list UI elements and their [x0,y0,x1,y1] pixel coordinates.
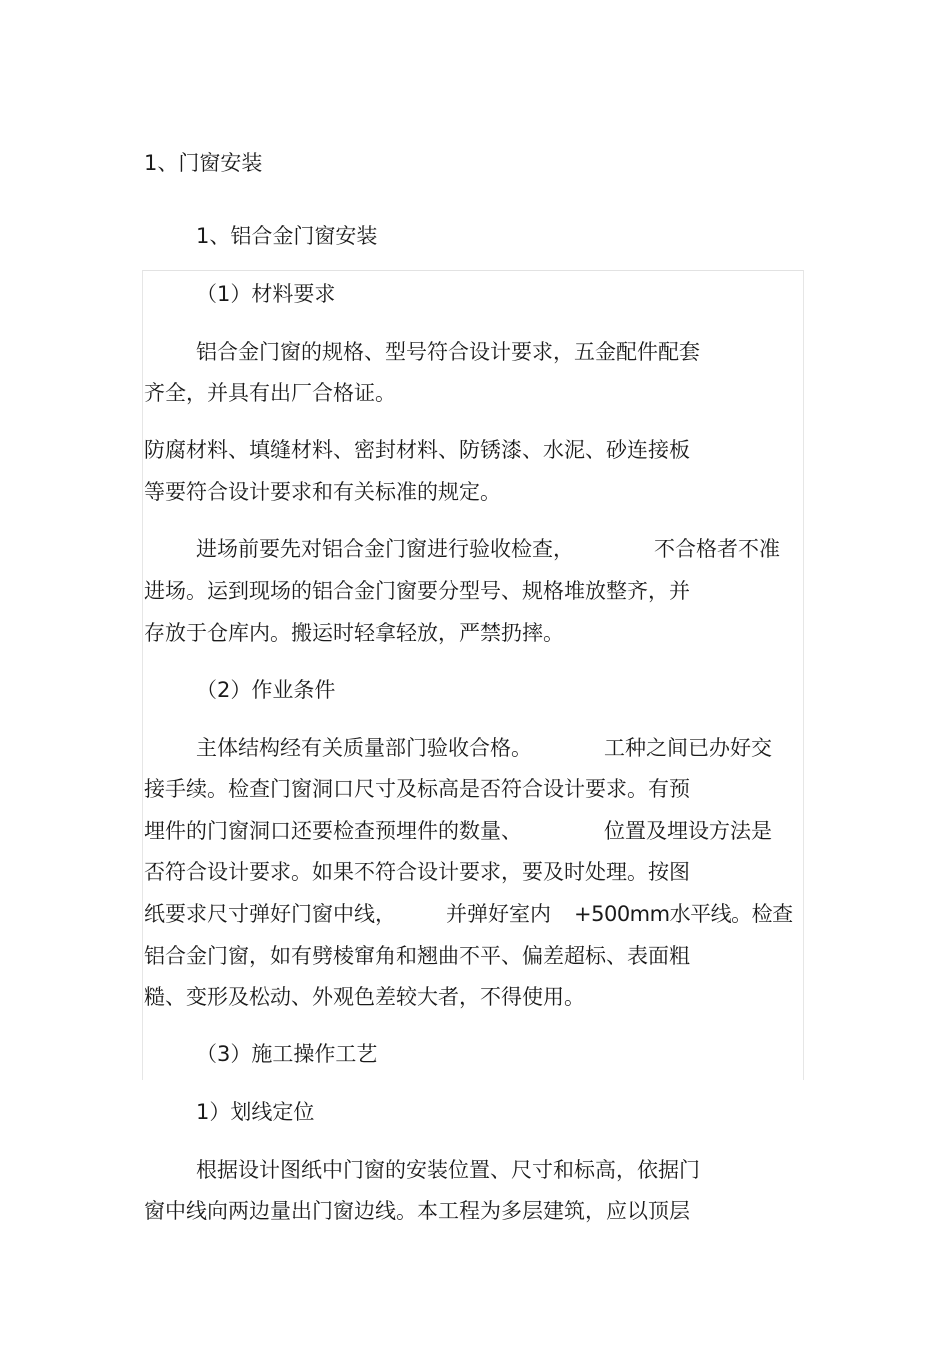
materials-title: （1）材料要求 [196,282,336,306]
conditions-line5c: +500mm水平线。检查 [574,902,793,926]
conditions-line5a: 纸要求尺寸弹好门窗中线， [144,902,396,926]
conditions-line1a: 主体结构经有关质量部门验收合格。 [196,736,532,760]
step1-line1: 根据设计图纸中门窗的安装位置、尺寸和标高，依据门 [196,1158,700,1182]
conditions-line6: 铝合金门窗，如有劈棱窜角和翘曲不平、偏差超标、表面粗 [144,944,690,968]
step1-title: 1）划线定位 [196,1100,315,1124]
materials-p3-line3: 存放于仓库内。搬运时轻拿轻放，严禁扔摔。 [144,621,564,645]
process-title: （3）施工操作工艺 [196,1042,378,1066]
step1-line2: 窗中线向两边量出门窗边线。本工程为多层建筑，应以顶层 [144,1199,690,1223]
heading: 1、门窗安装 [144,151,263,175]
conditions-line7: 糙、变形及松动、外观色差较大者，不得使用。 [144,985,585,1009]
conditions-line2: 接手续。检查门窗洞口尺寸及标高是否符合设计要求。有预 [144,777,690,801]
conditions-line1b: 工种之间已办好交 [604,736,772,760]
materials-p2-line1: 防腐材料、填缝材料、密封材料、防锈漆、水泥、砂连接板 [144,438,690,462]
materials-p3-line1a: 进场前要先对铝合金门窗进行验收检查， [196,537,574,561]
conditions-title: （2）作业条件 [196,678,336,702]
materials-p1-line1: 铝合金门窗的规格、型号符合设计要求，五金配件配套 [196,340,700,364]
conditions-line3a: 埋件的门窗洞口还要检查预埋件的数量、 [144,819,522,843]
conditions-line5b: 并弹好室内 [446,902,551,926]
materials-p1-line2: 齐全，并具有出厂合格证。 [144,381,396,405]
materials-p3-line1b: 不合格者不准 [654,537,780,561]
section-title: 1、铝合金门窗安装 [196,224,378,248]
materials-p2-line2: 等要符合设计要求和有关标准的规定。 [144,480,501,504]
conditions-line4: 否符合设计要求。如果不符合设计要求，要及时处理。按图 [144,860,690,884]
conditions-line3b: 位置及埋设方法是 [604,819,772,843]
materials-p3-line2: 进场。运到现场的铝合金门窗要分型号、规格堆放整齐，并 [144,579,690,603]
